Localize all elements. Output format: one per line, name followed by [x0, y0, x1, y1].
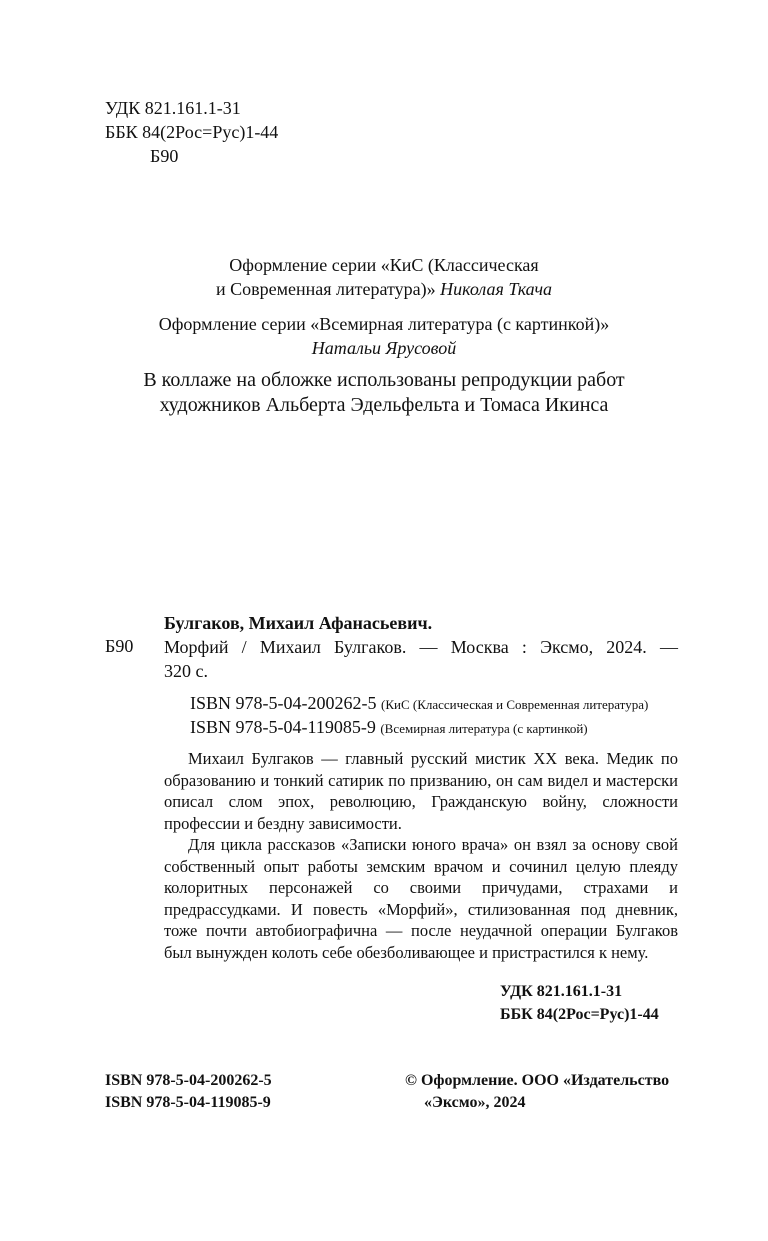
- bbk-code: ББК 84(2Рос=Рус)1-44: [105, 122, 279, 142]
- isbn-row-2: [190, 716, 648, 740]
- series-credit-world-lit: [0, 312, 768, 360]
- bib-isbn-list: [190, 692, 648, 740]
- annotation-paragraph-2: Для цикла рассказов «Записки юного врача» он взял за основу свой собственный опыт работы земским врачом и сочинил целую плеяду колоритных персонажей со своими причудами, страхами и предрассудками. И повесть «Морфий», стилизованная под дневник, тоже почти автобиографична — после неудачной операции Булгаков был вынужден колоть себе обезболивающее и пристрастился к нему.: [164, 835, 678, 962]
- collage-line1: В коллаже на обложке использованы репродукции работ: [143, 369, 625, 391]
- classification-codes-bottom: [500, 980, 659, 1026]
- annotation: [164, 748, 678, 963]
- annotation-paragraph-1: Михаил Булгаков — главный русский мистик XX века. Медик по образованию и тонкий сатирик по призванию, он сам видел и мастерски описал слом эпох, революцию, Гражданскую войну, сложности профессии и бездну зависимости.: [164, 749, 678, 833]
- isbn-1-note: (КиС (Классическая и Современная литература): [381, 697, 649, 712]
- author-mark: Б90: [150, 146, 179, 166]
- bib-author-mark: Б90: [105, 636, 134, 656]
- footer-isbn-list: [105, 1070, 272, 1114]
- series-credit-kis: [0, 253, 768, 301]
- isbn-2-note: (Всемирная литература (с картинкой): [380, 721, 588, 736]
- series1-designer: Николая Ткача: [440, 279, 553, 299]
- footer-isbn-2: ISBN 978-5-04-119085-9: [105, 1094, 271, 1111]
- isbn-row-1: [190, 692, 648, 716]
- classification-codes: [105, 96, 278, 168]
- series2-designer: Натальи Ярусовой: [311, 338, 457, 358]
- collage-line2: художников Альберта Эдельфельта и Томаса Икинса: [159, 394, 609, 416]
- udk-code-bottom: УДК 821.161.1-31: [500, 983, 623, 1000]
- series2-line1: Оформление серии «Всемирная литература (с картинкой)»: [158, 314, 610, 334]
- series1-line2: и Современная литература)»: [215, 279, 436, 299]
- bib-title-line: Морфий / Михаил Булгаков. — Москва : Эксмо, 2024. —: [164, 637, 678, 657]
- bib-author: Булгаков, Михаил Афанасьевич.: [164, 613, 433, 633]
- bib-pages: 320 с.: [164, 661, 208, 681]
- footer-isbn-1: ISBN 978-5-04-200262-5: [105, 1072, 272, 1089]
- cover-collage-credit: [0, 368, 768, 418]
- copyright-line2: «Эксмо», 2024: [424, 1094, 526, 1111]
- udk-code: УДК 821.161.1-31: [105, 98, 241, 118]
- series1-line1: Оформление серии «КиС (Классическая: [229, 255, 539, 275]
- isbn-1: ISBN 978-5-04-200262-5: [190, 693, 377, 713]
- bbk-code-bottom: ББК 84(2Рос=Рус)1-44: [500, 1006, 659, 1023]
- copyright-notice: [405, 1070, 678, 1114]
- series1-line2-wrap: [0, 277, 768, 301]
- isbn-2: ISBN 978-5-04-119085-9: [190, 717, 376, 737]
- copyright-line1: © Оформление. ООО «Издательство: [405, 1072, 670, 1089]
